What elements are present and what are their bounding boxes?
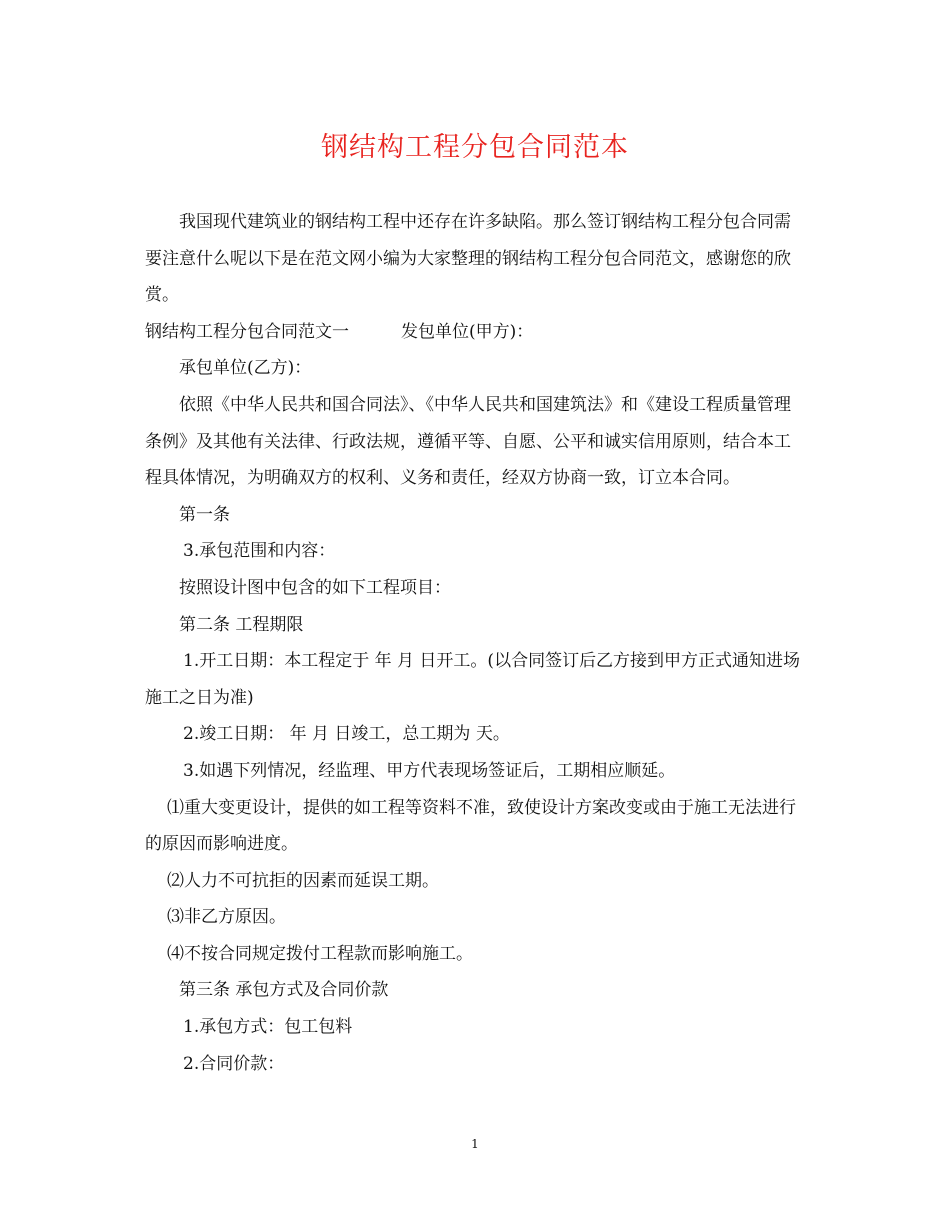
extension-case-3: ⑶非乙方原因。 <box>167 907 286 928</box>
intro-paragraph: 我国现代建筑业的钢结构工程中还存在许多缺陷。那么签订钢结构工程分包合同需要注意什么呢以下是在范文网小编为大家整理的钢结构工程分包合同范文，感谢您的欣赏。 <box>145 212 791 306</box>
extension-case-1: ⑴重大变更设计，提供的如工程等资料不准，致使设计方案改变或由于施工无法进行的原因而影响进度。 <box>145 797 796 855</box>
extension-case-2: ⑵人力不可抗拒的因素而延误工期。 <box>167 870 439 891</box>
document-body <box>145 204 805 1082</box>
sample-heading-line <box>145 314 805 351</box>
start-date-item: 1.开工日期：本工程定于 年 月 日开工。(以合同签订后乙方接到甲方正式通知进场施工之日为准) <box>145 651 801 708</box>
party-b-label: 承包单位(乙方)： <box>179 358 312 379</box>
document-title: 钢结构工程分包合同范本 <box>321 132 629 163</box>
page-number: 1 <box>471 1137 479 1151</box>
scope-description: 按照设计图中包含的如下工程项目： <box>179 577 451 598</box>
contract-method-item: 1.承包方式：包工包料 <box>183 1017 353 1038</box>
completion-date-item: 2.竣工日期： 年 月 日竣工，总工期为 天。 <box>183 724 510 745</box>
extension-case-4: ⑷不按合同规定拨付工程款而影响施工。 <box>167 943 473 964</box>
article-2-heading: 第二条 工程期限 <box>179 614 304 635</box>
contract-price-item: 2.合同价款： <box>183 1053 285 1074</box>
scope-item: 3.承包范围和内容： <box>183 541 336 562</box>
party-a-label: 发包单位(甲方)： <box>401 321 534 342</box>
extension-item: 3.如遇下列情况，经监理、甲方代表现场签证后，工期相应顺延。 <box>183 760 676 781</box>
article-1-heading: 第一条 <box>179 504 230 525</box>
article-3-heading: 第三条 承包方式及合同价款 <box>179 980 389 1001</box>
legal-basis-paragraph: 依照《中华人民共和国合同法》、《中华人民共和国建筑法》和《建设工程质量管理条例》及其他有关法律、行政法规，遵循平等、自愿、公平和诚实信用原则，结合本工程具体情况，为明确双方的权利、义务和责任，经双方协商一致，订立本合同。 <box>145 394 791 489</box>
sample-heading: 钢结构工程分包合同范文一 <box>145 321 349 342</box>
